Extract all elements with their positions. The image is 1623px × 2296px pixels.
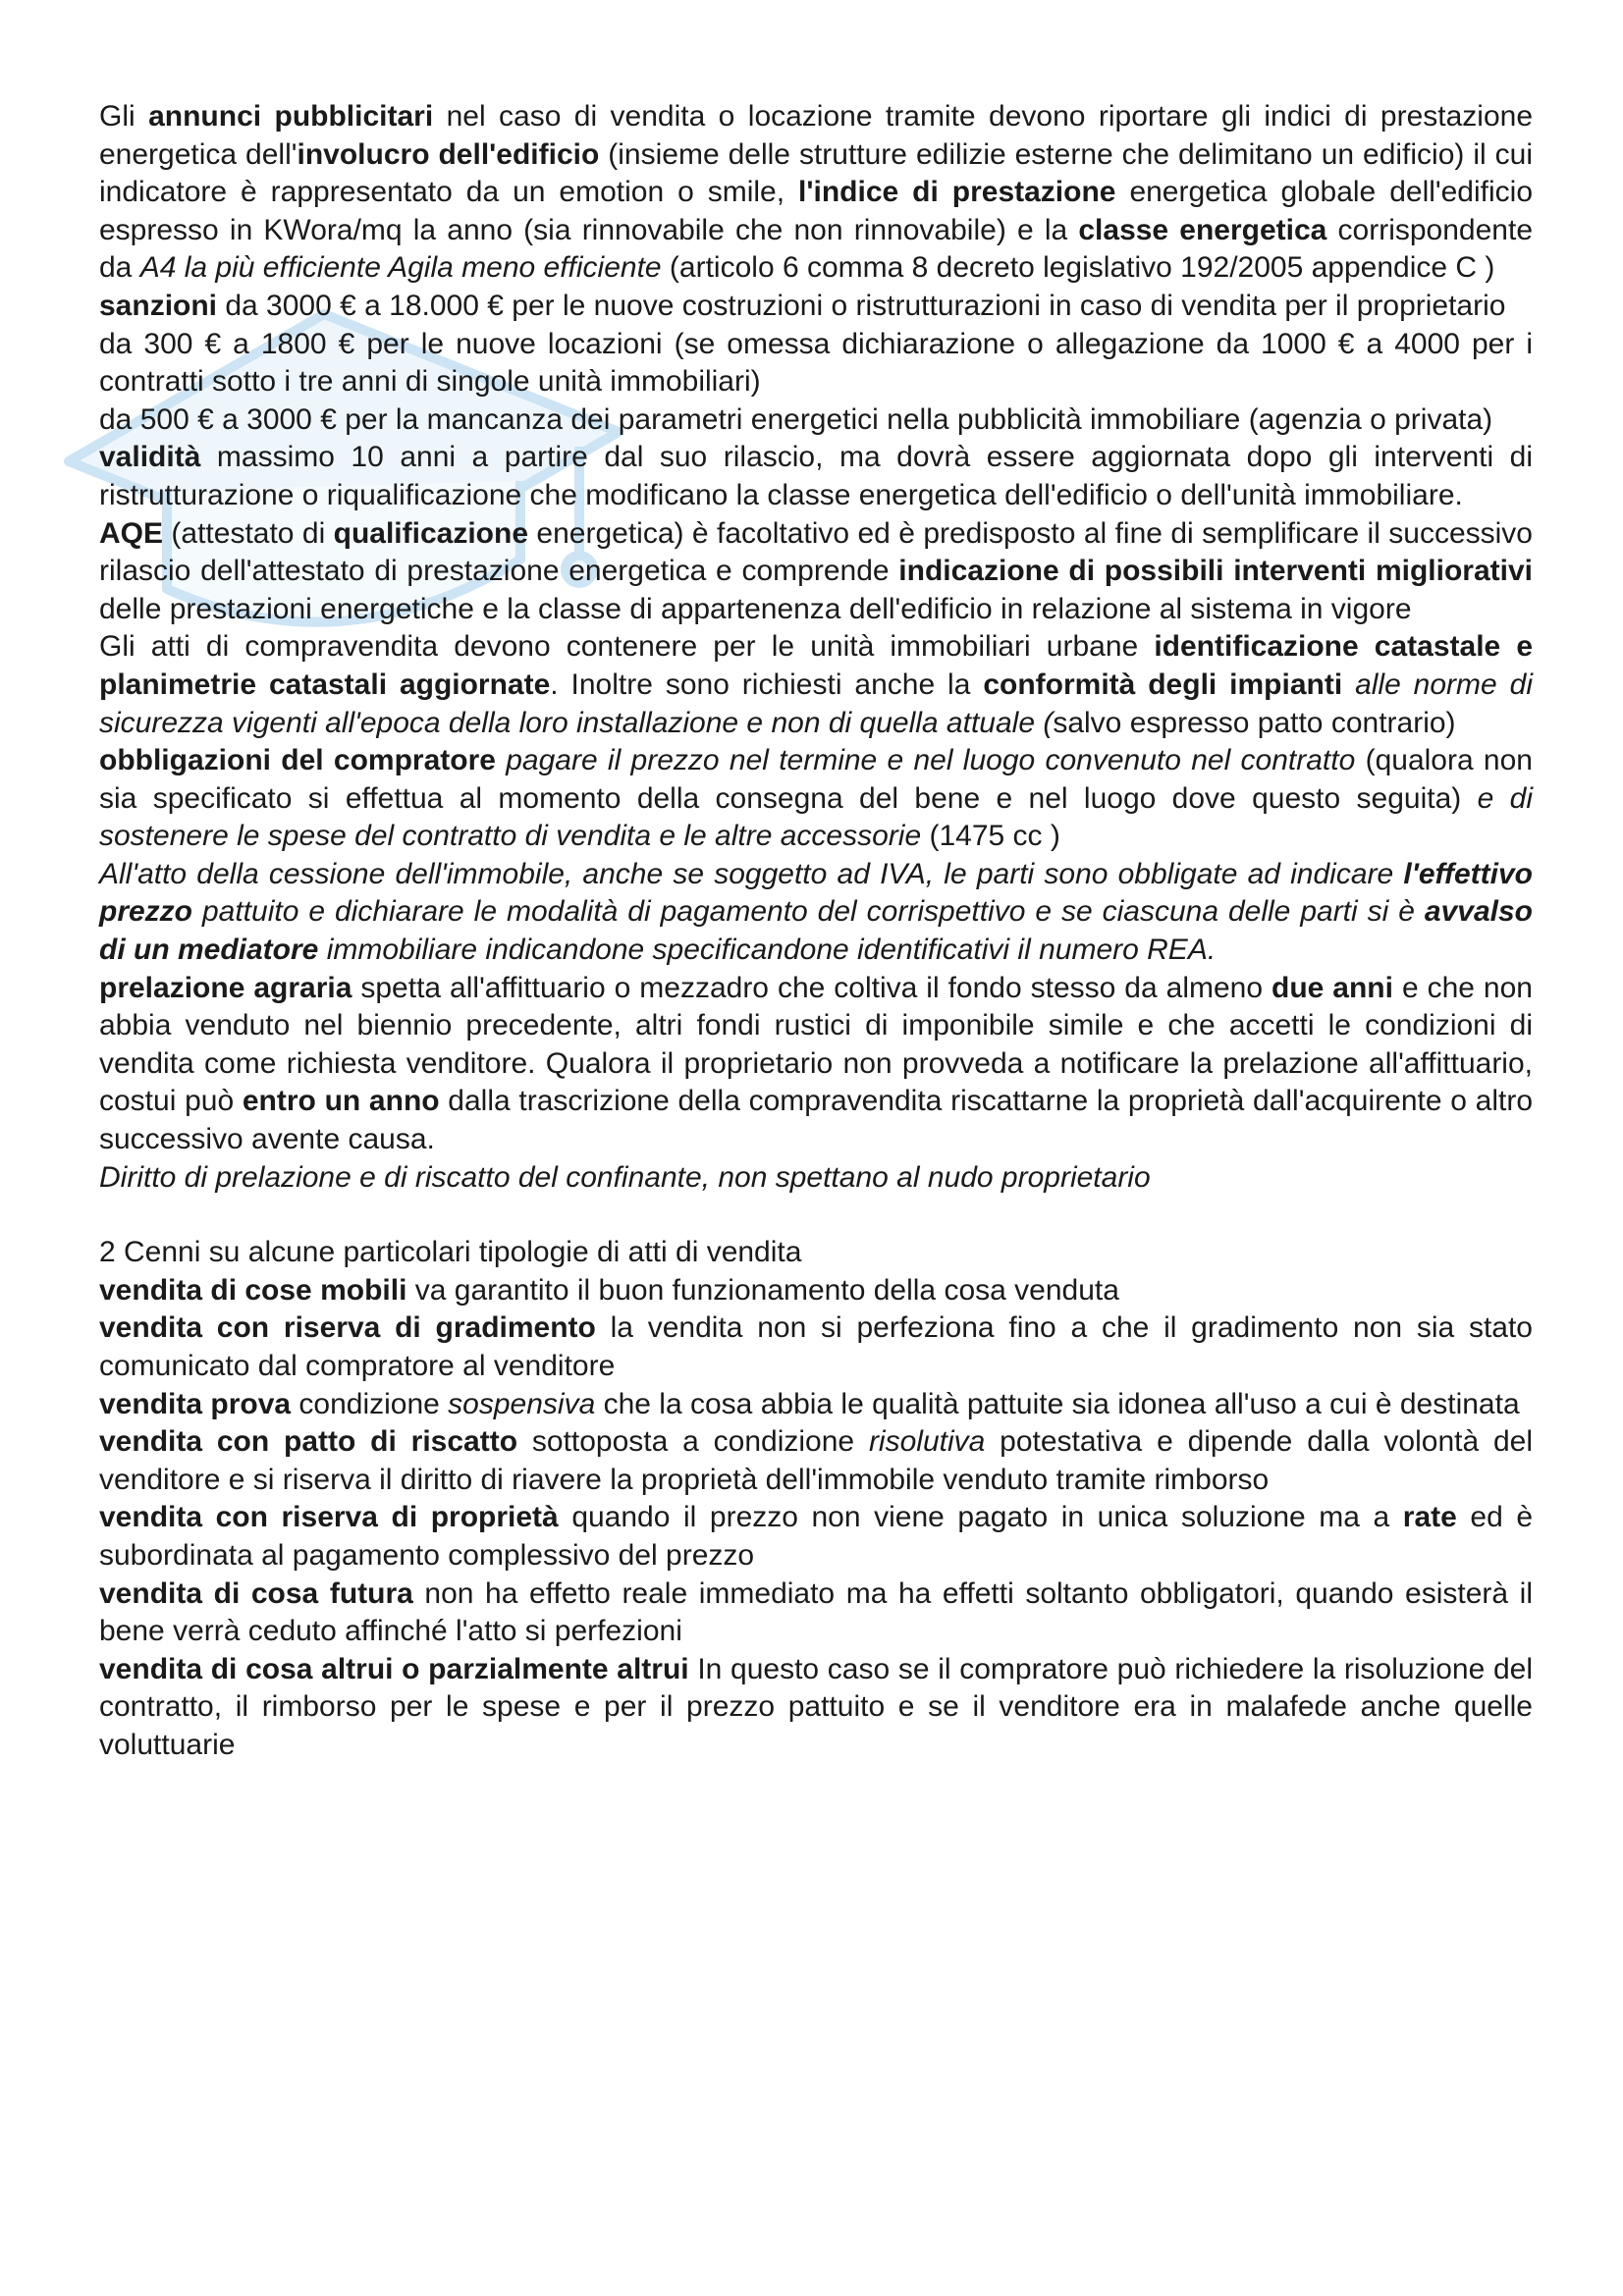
text-run: quando il prezzo non viene pagato in unica soluzione ma a xyxy=(558,1501,1403,1534)
bold-term: involucro dell'edificio xyxy=(297,137,600,171)
italic-text: risolutiva xyxy=(868,1425,986,1459)
bold-term: indicazione di possibili interventi migliorativi xyxy=(898,555,1533,588)
text-run: 2 Cenni su alcune particolari tipologie di atti di vendita xyxy=(99,1236,802,1269)
bold-term: rate xyxy=(1402,1501,1457,1534)
bold-term: entro un anno xyxy=(242,1085,440,1118)
text-run: (insieme delle strutture edilizie esterne che delimitano un edificio) il cui indicatore è rappresentato da un emotion o smile, xyxy=(99,137,1533,209)
bold-term: obbligazioni del compratore xyxy=(99,744,496,777)
text-run: spetta all'affittuario o mezzadro che coltiva il fondo stesso da almeno xyxy=(352,971,1271,1004)
paragraph xyxy=(99,288,1533,326)
bold-term: prelazione agraria xyxy=(99,971,352,1004)
bold-term: l'indice di prestazione xyxy=(798,176,1116,209)
paragraph xyxy=(99,326,1533,401)
italic-text: pattuito e dichiarare le modalità di pagamento del corrispettivo e se ciascuna delle parti si è xyxy=(192,895,1425,929)
text-run: delle prestazioni energetiche e la classe di appartenenza dell'edificio in relazione al sistema in vigore xyxy=(99,592,1412,625)
blank-line xyxy=(99,1197,1533,1234)
text-run: ed è subordinata al pagamento complessivo del prezzo xyxy=(99,1501,1534,1572)
paragraph xyxy=(99,856,1533,970)
bold-term: avvalso di un mediatore xyxy=(99,895,1533,967)
text-run: da 3000 € a 18.000 € per le nuove costruzioni o ristrutturazioni in caso di vendita per il proprietario xyxy=(217,289,1506,322)
paragraph xyxy=(99,1309,1533,1385)
bold-term: vendita di cose mobili xyxy=(99,1273,407,1307)
bold-term: annunci pubblicitari xyxy=(148,100,434,133)
text-run: (articolo 6 comma 8 decreto legislativo 192/2005 appendice C ) xyxy=(661,251,1495,285)
text-run: energetica globale dell'edificio espresso in KWora/mq la anno (sia rinnovabile che non rinnovabile) e la xyxy=(99,176,1534,246)
text-run: la vendita non si perfeziona fino a che il gradimento non sia stato comunicato dal compratore al venditore xyxy=(99,1311,1533,1382)
text-run: In questo caso se il compratore può richiedere la risoluzione del contratto, il rimborso per le spese e per il prezzo pattuito e se il venditore era in malafede anche quelle voluttuarie xyxy=(99,1652,1533,1761)
paragraph xyxy=(99,1272,1533,1310)
italic-text: sospensiva xyxy=(448,1387,596,1420)
text-run: massimo 10 anni a partire dal suo rilascio, ma dovrà essere aggiornata dopo gli interventi di ristrutturazione o riqualificazione che modificano la classe energetica dell'edificio o dell'unità immobiliare. xyxy=(99,441,1533,511)
text-run: dalla trascrizione della compravendita riscattarne la proprietà dall'acquirente o altro successivo avente causa. xyxy=(99,1085,1534,1156)
bold-term: classe energetica xyxy=(1078,213,1327,246)
paragraph xyxy=(99,628,1533,742)
bold-term: vendita con patto di riscatto xyxy=(99,1425,518,1459)
paragraph xyxy=(99,742,1533,856)
paragraph xyxy=(99,1234,1533,1272)
italic-text: Diritto di prelazione e di riscatto del confinante, non spettano al nudo proprietario xyxy=(99,1160,1151,1194)
bold-term: AQE xyxy=(99,516,164,550)
text-run xyxy=(1342,668,1355,701)
bold-term: vendita con riserva di gradimento xyxy=(99,1311,596,1345)
text-run: condizione xyxy=(291,1387,449,1420)
text-run: Gli xyxy=(99,100,149,133)
text-run: che la cosa abbia le qualità pattuite sia idonea all'uso a cui è destinata xyxy=(595,1387,1520,1420)
text-run: e che non abbia venduto nel biennio precedente, altri fondi rustici di imponibile simile e che accetti le condizioni di vendita come richiesta venditore. Qualora il proprietario non provveda a notificare la prelazione all'affittuario, costui può xyxy=(99,971,1533,1118)
text-run: (attestato di xyxy=(163,516,334,550)
text-run: nel caso di vendita o locazione tramite devono riportare gli indici di prestazione energetica dell' xyxy=(99,100,1534,171)
bold-term: l'effettivo prezzo xyxy=(99,857,1533,929)
text-run: non ha effetto reale immediato ma ha effetti soltanto obbligatori, quando esisterà il bene verrà ceduto affinché l'atto si perfezioni xyxy=(99,1576,1533,1648)
paragraph xyxy=(99,1423,1533,1499)
bold-term: vendita prova xyxy=(99,1387,292,1420)
bold-term: identificazione catastale e planimetrie catastali aggiornate xyxy=(99,630,1534,701)
bold-term: due anni xyxy=(1271,971,1393,1004)
italic-text: pagare il prezzo nel termine e nel luogo convenuto nel contratto xyxy=(506,744,1356,777)
paragraph xyxy=(99,1386,1533,1424)
bold-term: vendita di cosa futura xyxy=(99,1576,413,1610)
text-run: (1475 cc ) xyxy=(921,820,1060,853)
text-run: sottoposta a condizione xyxy=(517,1425,869,1459)
text-run: energetica) è facoltativo ed è predisposto al fine di semplificare il successivo rilascio dell'attestato di prestazione energetica e comprende xyxy=(99,516,1533,588)
paragraph xyxy=(99,1575,1533,1651)
text-run: . Inoltre sono richiesti anche la xyxy=(550,667,984,701)
text-run: potestativa e dipende dalla volontà del venditore e si riserva il diritto di riavere la proprietà dell'immobile venduto tramite rimborso xyxy=(99,1425,1534,1496)
italic-text: e di sostenere le spese del contratto di vendita e le altre accessorie xyxy=(99,781,1533,853)
document-body xyxy=(99,98,1533,1765)
italic-text: All'atto della cessione dell'immobile, anche se soggetto ad IVA, le parti sono obbligate ad indicare xyxy=(99,857,1404,890)
paragraph xyxy=(99,515,1533,629)
paragraph xyxy=(99,98,1533,288)
text-run: corrispondente da xyxy=(99,213,1534,285)
italic-text: immobiliare indicandone specificandone identificativi il numero REA. xyxy=(318,934,1217,967)
bold-term: qualificazione xyxy=(333,516,529,550)
text-run xyxy=(496,744,506,776)
bold-term: validità xyxy=(99,441,201,474)
paragraph xyxy=(99,1499,1533,1575)
paragraph xyxy=(99,439,1533,514)
text-run: (qualora non sia specificato si effettua al momento della consegna del bene e nel luogo dove questo seguita) xyxy=(99,744,1533,815)
text-run: da 300 € a 1800 € per le nuove locazioni (se omessa dichiarazione o allegazione da 1000 € a 4000 per i contratti sotto i tre anni di singole unità immobiliari) xyxy=(99,327,1533,399)
italic-text: alle norme di sicurezza vigenti all'epoca della loro installazione e non di quella attuale ( xyxy=(99,667,1533,739)
text-run: salvo espresso patto contrario) xyxy=(1053,706,1456,739)
paragraph xyxy=(99,401,1533,440)
bold-term: vendita di cosa altrui o parzialmente altrui xyxy=(99,1652,689,1685)
text-run: va garantito il buon funzionamento della cosa venduta xyxy=(406,1273,1119,1307)
italic-text: A4 la più efficiente Agila meno efficiente xyxy=(139,251,662,285)
text-run: Gli atti di compravendita devono contenere per le unità immobiliari urbane xyxy=(99,630,1155,664)
paragraph xyxy=(99,1159,1533,1198)
text-run: da 500 € a 3000 € per la mancanza dei parametri energetici nella pubblicità immobiliare (agenzia o privata) xyxy=(99,402,1493,436)
bold-term: vendita con riserva di proprietà xyxy=(99,1501,559,1534)
paragraph xyxy=(99,970,1533,1159)
bold-term: sanzioni xyxy=(99,289,218,322)
paragraph xyxy=(99,1651,1533,1765)
bold-term: conformità degli impianti xyxy=(983,667,1343,701)
